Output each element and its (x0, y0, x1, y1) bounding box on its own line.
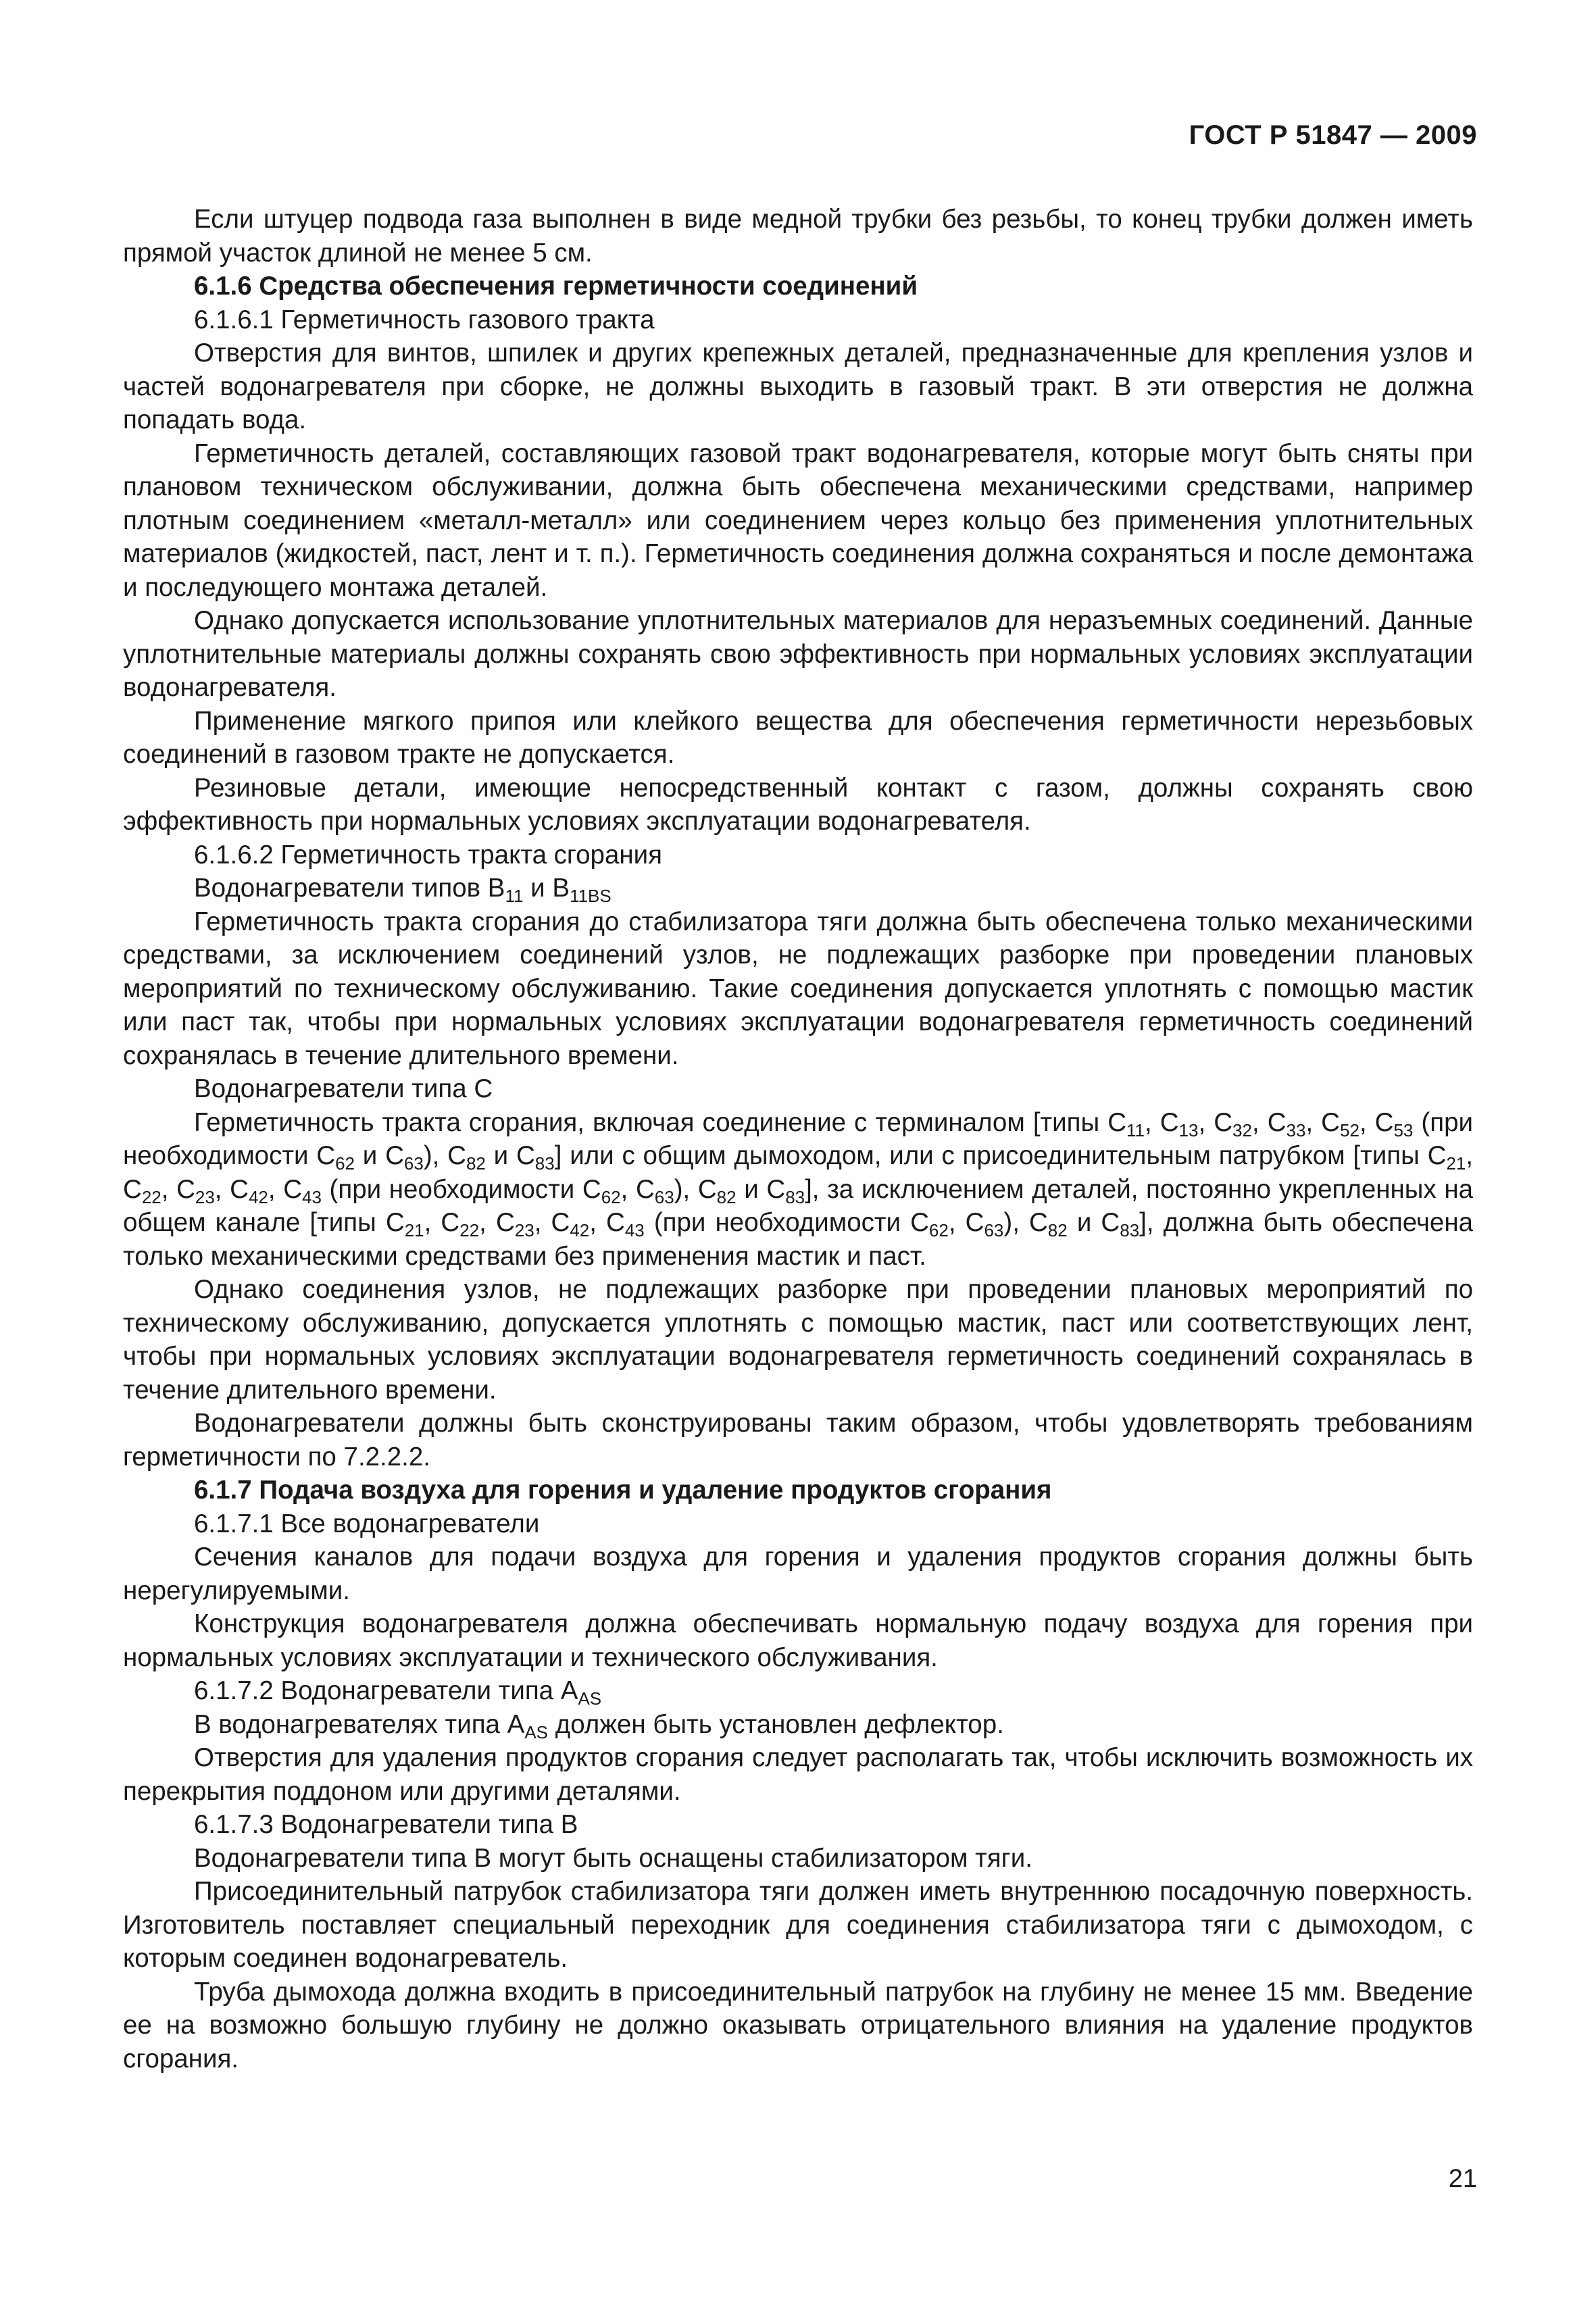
text-run: ] или с общим дымоходом, или с присоединительным патрубком [типы C (554, 1141, 1447, 1170)
text-run: ], за исключением деталей, постоянно укрепленных на общем канале [типы C (123, 1174, 1473, 1237)
subscript: 33 (1286, 1120, 1306, 1140)
paragraph: Если штуцер подвода газа выполнен в виде медной трубки без резьбы, то конец трубки должен иметь прямой участок длиной не менее 5 см. (123, 205, 1473, 268)
subscript: AS (524, 1721, 549, 1742)
paragraph: Герметичность тракта сгорания до стабилизатора тяги должна быть обеспечена только механическими средствами, за исключением соединений узлов, не подлежащих разборке при проведении плановых мероприятий по техническому обслуживанию. Такие соединения допускается уплотнять с помощью мастик или паст так, чтобы при нормальных условиях эксплуатации водонагревателя герметичность соединений сохранялась в течение длительного времени. (123, 907, 1473, 1070)
text-run: (при необходимости C (123, 1107, 1473, 1170)
subscript: 11 (505, 886, 524, 906)
paragraph: Труба дымохода должна входить в присоединительный патрубок на глубину не менее 15 мм. Введение ее на возможно большую глубину не должно оказывать отрицательного влияния на удаление продуктов сгорания. (123, 1977, 1473, 2073)
text-run: , C (1145, 1107, 1179, 1137)
paragraph: Резиновые детали, имеющие непосредственный контакт с газом, должны сохранять свою эффективность при нормальных условиях эксплуатации водонагревателя. (123, 773, 1473, 836)
text-run: , C (1198, 1107, 1233, 1137)
paragraph: Водонагреватели должны быть сконструированы таким образом, чтобы удовлетворять требованиям герметичности по 7.2.2.2. (123, 1409, 1473, 1472)
subheading-type-c: Водонагреватели типа C (194, 1074, 493, 1103)
subscript: 82 (716, 1186, 737, 1207)
subscript: 43 (624, 1220, 645, 1240)
text-run: ), C (423, 1141, 466, 1170)
text-run: и C (485, 1141, 535, 1170)
text-run: , C (268, 1174, 302, 1204)
text-run: В водонагревателях типа A (194, 1709, 525, 1739)
text-run: (при необходимости C (644, 1208, 929, 1237)
paragraph: Однако соединения узлов, не подлежащих разборке при проведении плановых мероприятий по техническому обслуживанию, допускается уплотнять с помощью мастик, паст или соответствующих лент, чтобы при нормальных условиях эксплуатации водонагревателя герметичность соединений сохранялась в течение длительного времени. (123, 1275, 1473, 1405)
text-run: , C (534, 1208, 570, 1237)
text-run: ], должна быть обеспечена только механическими средствами без применения мастик и паст. (123, 1208, 1474, 1271)
section-heading-6-1-7: 6.1.7 Подача воздуха для горения и удаление продуктов сгорания (194, 1476, 1052, 1505)
subscript: 82 (1047, 1220, 1068, 1240)
subscript: 82 (466, 1153, 486, 1174)
subscript: AS (578, 1688, 602, 1709)
text-run: , C (424, 1208, 460, 1237)
subscript: 22 (141, 1186, 161, 1207)
subscript: 43 (302, 1186, 322, 1207)
paragraph: Отверстия для удаления продуктов сгорания следует располагать так, чтобы исключить возможность их перекрытия поддоном или другими деталями. (123, 1743, 1473, 1806)
subscript: 42 (570, 1220, 590, 1240)
paragraph: Применение мягкого припоя или клейкого вещества для обеспечения герметичности нерезьбовых соединений в газовом тракте не допускается. (123, 706, 1473, 769)
subheading-types-b11 (123, 872, 1473, 905)
text-run: и C (355, 1141, 404, 1170)
paragraph: Присоединительный патрубок стабилизатора тяги должен иметь внутреннюю посадочную поверхность. Изготовитель поставляет специальный переходник для соединения стабилизатора тяги с дымоходом, с которым соединен водонагреватель. (123, 1877, 1473, 1973)
subscript: 53 (1393, 1120, 1414, 1140)
standard-header: ГОСТ Р 51847 — 2009 (1189, 120, 1477, 150)
text-run: , C (589, 1208, 625, 1237)
subscript: 83 (534, 1153, 555, 1174)
subscript: 22 (459, 1220, 480, 1240)
text-run: , C (214, 1174, 249, 1204)
text-run: и C (1067, 1208, 1120, 1237)
text-run: должен быть установлен дефлектор. (548, 1709, 1004, 1739)
subsection-title-6-1-7-3: 6.1.7.3 Водонагреватели типа B (194, 1810, 578, 1839)
subscript: 52 (1339, 1120, 1360, 1140)
subsection-title-6-1-7-1: 6.1.7.1 Все водонагреватели (194, 1509, 540, 1538)
text-run: и C (736, 1174, 786, 1204)
text-run: , C (479, 1208, 515, 1237)
subscript: 11BS (570, 886, 612, 906)
text-run: , C (948, 1208, 984, 1237)
paragraph: Герметичность деталей, составляющих газовой тракт водонагревателя, которые могут быть сняты при плановом техническом обслуживании, должна быть обеспечена механическими средствами, например плотным соединением «металл-металл» или соединением через кольцо без применения уплотнительных материалов (жидкостей, паст, лент и т. п.). Герметичность соединения должна сохраняться и после демонтажа и последующего монтажа деталей. (123, 438, 1473, 602)
subscript: 62 (335, 1153, 355, 1174)
body-text (123, 203, 1473, 2076)
text-run: ), C (674, 1174, 717, 1204)
subsection-title-6-1-6-2: 6.1.6.2 Герметичность тракта сгорания (194, 840, 662, 870)
subscript: 42 (248, 1186, 268, 1207)
text-run: и B (523, 874, 570, 903)
subscript: 21 (1446, 1153, 1466, 1174)
paragraph: Однако допускается использование уплотнительных материалов для неразъемных соединений. Данные уплотнительные материалы должны сохранять свою эффективность при нормальных условиях эксплуатации водонагревателя. (123, 606, 1473, 702)
paragraph: Сечения каналов для подачи воздуха для горения и удаления продуктов сгорания должны быть нерегулируемыми. (123, 1542, 1473, 1605)
paragraph: Отверстия для винтов, шпилек и других крепежных деталей, предназначенные для крепления узлов и частей водонагревателя при сборке, не должны выходить в газовый тракт. В эти отверстия не должна попадать вода. (123, 338, 1473, 434)
text-run: , C (123, 1141, 1474, 1204)
subscript: 83 (1120, 1220, 1140, 1240)
subsection-title-6-1-6-1: 6.1.6.1 Герметичность газового тракта (194, 305, 655, 334)
text-run: ), C (1003, 1208, 1048, 1237)
subscript: 63 (403, 1153, 424, 1174)
subscript: 62 (928, 1220, 949, 1240)
text-run: , C (1359, 1107, 1394, 1137)
text-run: , C (1305, 1107, 1340, 1137)
page-number: 21 (1448, 2165, 1477, 2193)
text-run: , C (161, 1174, 195, 1204)
section-heading-6-1-6: 6.1.6 Средства обеспечения герметичности соединений (194, 272, 918, 301)
text-run: (при необходимости C (321, 1174, 601, 1204)
subscript: 23 (195, 1186, 215, 1207)
text-run: , C (1251, 1107, 1287, 1137)
text-run: 6.1.7.2 Водонагреватели типа A (194, 1676, 578, 1705)
subscript: 13 (1178, 1120, 1199, 1140)
subscript: 23 (514, 1220, 534, 1240)
text-run: Водонагреватели типов B (194, 874, 505, 903)
subscript: 32 (1232, 1120, 1252, 1140)
paragraph: Конструкция водонагревателя должна обеспечивать нормальную подачу воздуха для горения при нормальных условиях эксплуатации и технического обслуживания. (123, 1609, 1473, 1672)
paragraph-type-c-tightness (123, 1106, 1473, 1274)
subsection-title-6-1-7-2 (123, 1674, 1473, 1708)
paragraph (123, 1708, 1473, 1742)
text-run: , C (620, 1174, 655, 1204)
subscript: 83 (785, 1186, 805, 1207)
subscript: 63 (984, 1220, 1004, 1240)
subscript: 11 (1126, 1120, 1145, 1140)
subscript: 62 (601, 1186, 621, 1207)
subscript: 63 (654, 1186, 674, 1207)
text-run: Герметичность тракта сгорания, включая соединение с терминалом [типы C (194, 1107, 1127, 1137)
subscript: 21 (404, 1220, 424, 1240)
paragraph: Водонагреватели типа B могут быть оснащены стабилизатором тяги. (194, 1843, 1032, 1873)
